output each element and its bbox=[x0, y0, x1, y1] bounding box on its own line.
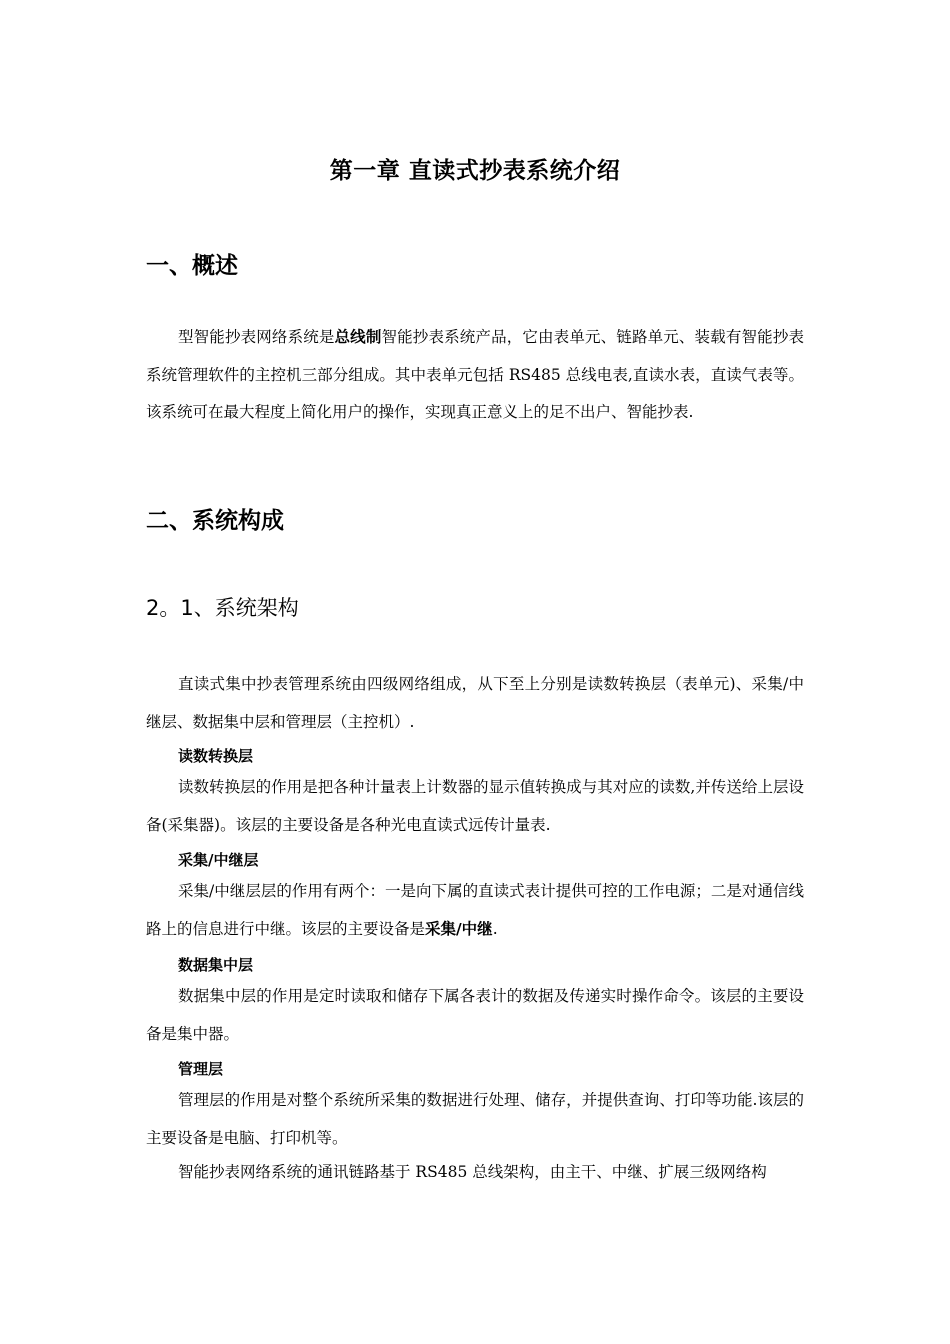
layer-title-data: 数据集中层 bbox=[178, 956, 254, 974]
closing-paragraph: 智能抄表网络系统的通讯链路基于 RS485 总线架构，由主干、中继、扩展三级网络构 bbox=[178, 1163, 767, 1181]
overview-text-bold: 总线制 bbox=[334, 328, 382, 346]
overview-text-pre: 型智能抄表网络系统是 bbox=[178, 328, 335, 346]
layer-text-collect bbox=[146, 873, 804, 948]
section-heading-system: 二、系统构成 bbox=[146, 508, 284, 534]
collect-text-pre: 采集/中继层层的作用有两个：一是向下属的直读式表计提供可控的工作电源；二是对通信线路上的信息进行中继。该层的主要设备是 bbox=[146, 882, 804, 938]
architecture-intro-paragraph: 直读式集中抄表管理系统由四级网络组成，从下至上分别是读数转换层（表单元)、采集/中继层、数据集中层和管理层（主控机）. bbox=[146, 675, 804, 731]
layer-text-data: 数据集中层的作用是定时读取和储存下属各表计的数据及传递实时操作命令。该层的主要设备是集中器。 bbox=[146, 987, 804, 1043]
section-heading-overview: 一、概述 bbox=[146, 253, 238, 279]
layer-text-reading: 读数转换层的作用是把各种计量表上计数器的显示值转换成与其对应的读数,并传送给上层设备(采集器)。该层的主要设备是各种光电直读式远传计量表. bbox=[146, 778, 804, 834]
collect-text-post: . bbox=[492, 919, 498, 938]
chapter-title: 第一章 直读式抄表系统介绍 bbox=[329, 158, 621, 184]
collect-text-bold: 采集/中继 bbox=[425, 919, 493, 938]
layer-title-collect: 采集/中继层 bbox=[178, 851, 259, 869]
overview-paragraph bbox=[146, 319, 804, 432]
subsection-heading-architecture: 2。1、系统架构 bbox=[146, 596, 299, 620]
layer-title-reading: 读数转换层 bbox=[178, 747, 254, 765]
layer-text-manage: 管理层的作用是对整个系统所采集的数据进行处理、储存，并提供查询、打印等功能.该层的主要设备是电脑、打印机等。 bbox=[146, 1091, 804, 1147]
layer-title-manage: 管理层 bbox=[178, 1060, 224, 1078]
overview-text-post: 智能抄表系统产品，它由表单元、链路单元、装载有智能抄表系统管理软件的主控机三部分组成。其中表单元包括 RS485 总线电表,直读水表，直读气表等。该系统可在最大程度上简化用户的操作，实现真正意义上的足不出户、智能抄表. bbox=[146, 328, 804, 421]
